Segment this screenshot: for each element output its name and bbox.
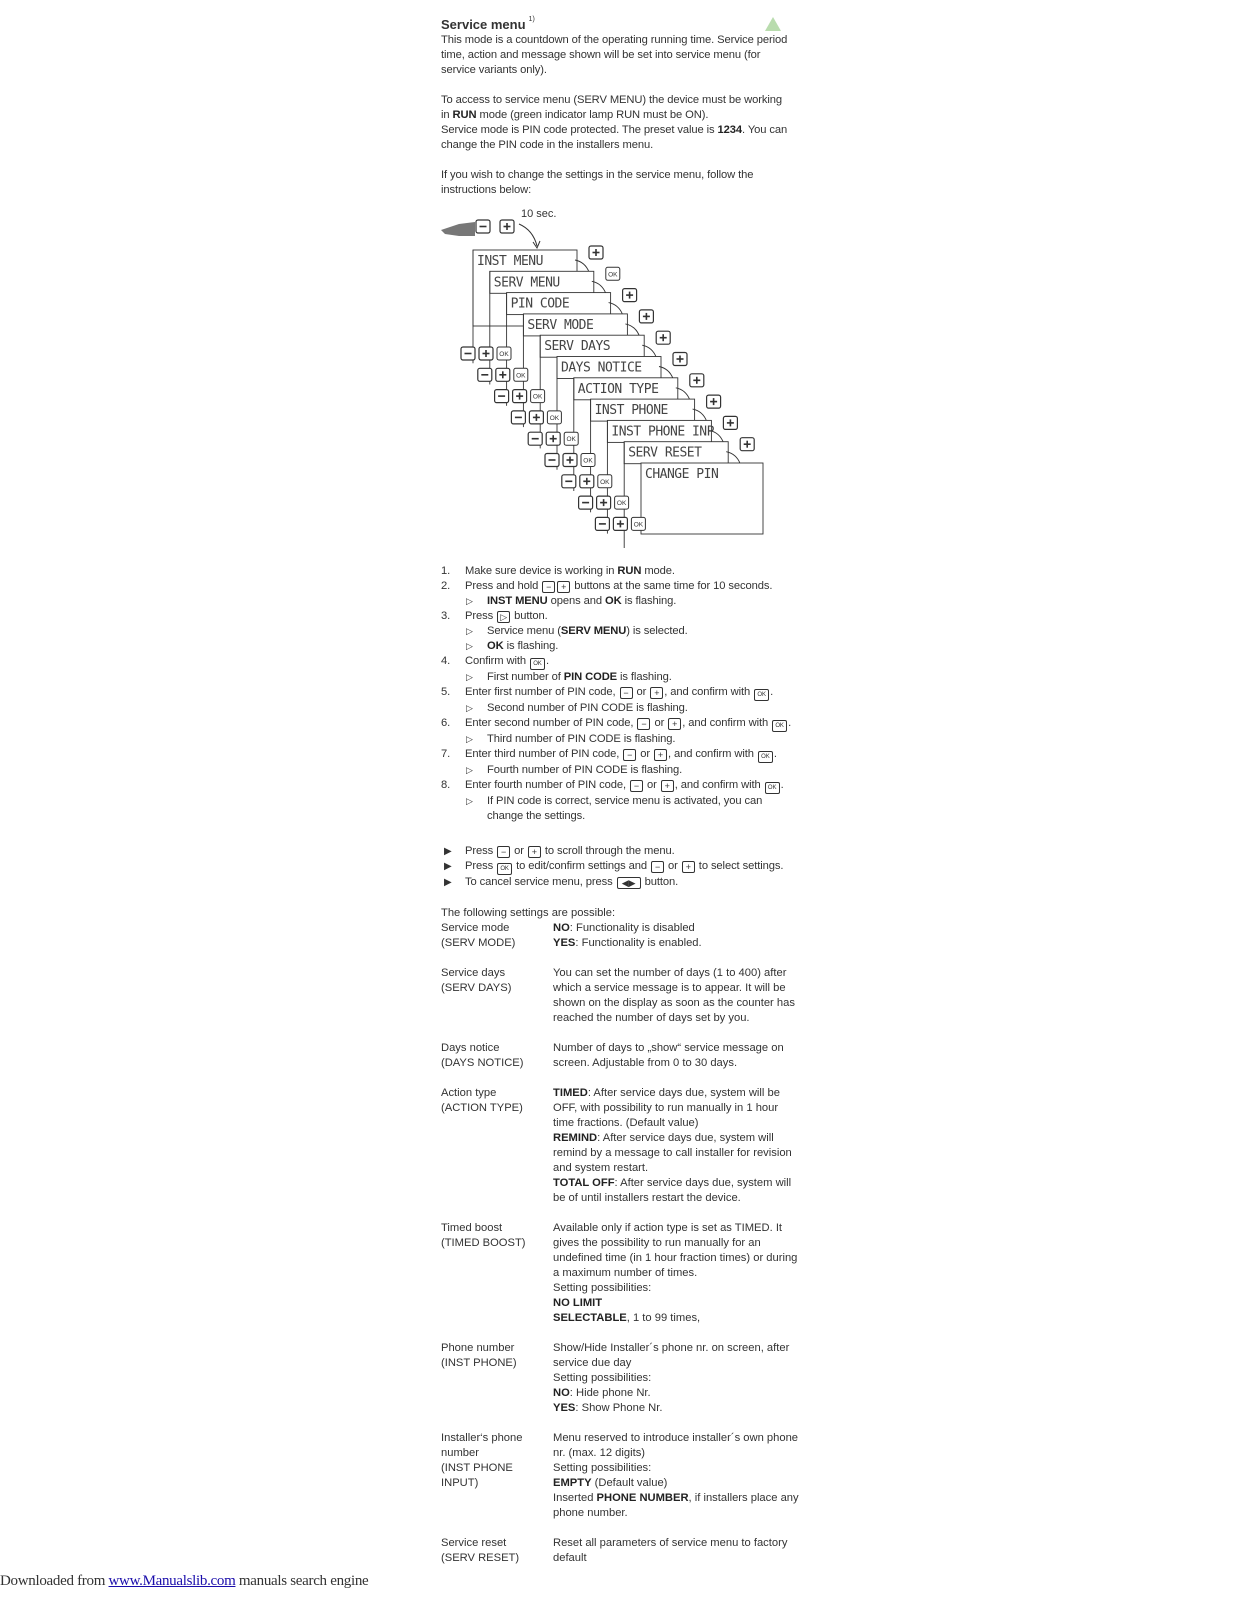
ok-key-icon — [598, 475, 612, 488]
setting-serv-days — [441, 966, 801, 1026]
plus-key-icon: + — [650, 687, 663, 699]
ok-key-icon: OK — [772, 720, 787, 732]
step-6-result — [441, 732, 801, 747]
setting-label: Service mode — [441, 922, 510, 934]
setting-action-type — [441, 1086, 801, 1206]
step-bold: INST MENU — [487, 595, 548, 607]
result-arrow-icon: ▷ — [466, 734, 473, 744]
step-7 — [441, 747, 801, 763]
setting-desc: Number of days to „show“ service message on screen. Adjustable from 0 to 30 days. — [553, 1042, 784, 1069]
pin-default: 1234 — [717, 124, 743, 136]
option-desc: : Functionality is enabled. — [575, 937, 702, 949]
step-text: , and confirm with — [674, 779, 764, 791]
step-text: buttons at the same time for 10 seconds. — [571, 580, 773, 592]
warning-triangle-icon — [765, 17, 781, 31]
plus-key-icon: + — [668, 718, 681, 730]
setting-code: (SERV DAYS) — [441, 982, 512, 994]
tip-edit — [441, 859, 801, 875]
plus-key-icon — [529, 411, 543, 424]
setting-label: Installer‘s phone — [441, 1432, 523, 1444]
minus-key-icon — [476, 220, 490, 233]
setting-code: (TIMED BOOST) — [441, 1237, 526, 1249]
setting-possibilities: Setting possibilities: — [553, 1372, 652, 1384]
plus-key-icon — [623, 289, 637, 302]
step-number: 4. — [441, 655, 451, 667]
setting-label: number — [441, 1447, 479, 1459]
lcd-screen-label: SERV MODE — [527, 317, 594, 333]
setting-serv-mode — [441, 921, 801, 951]
tip-text: button. — [641, 876, 679, 888]
ok-key-icon — [606, 267, 620, 280]
title-text: Service menu — [441, 17, 526, 32]
setting-inst-phone — [441, 1341, 801, 1416]
option-name: PHONE NUMBER — [596, 1492, 689, 1504]
change-intro — [441, 168, 791, 198]
plus-key-icon — [656, 331, 670, 344]
step-number: 3. — [441, 610, 451, 622]
plus-key-icon — [589, 246, 603, 259]
step-text: Fourth number of PIN CODE is flashing. — [487, 764, 683, 776]
option-name: NO — [553, 1387, 570, 1399]
minus-key-icon — [562, 475, 576, 488]
option-desc: Inserted — [553, 1492, 597, 1504]
ok-key-icon — [497, 347, 511, 360]
footer-text: manuals search engine — [235, 1573, 369, 1589]
download-footer — [0, 1573, 368, 1590]
step-number: 7. — [441, 748, 451, 760]
setting-desc: Reset all parameters of service menu to factory default — [553, 1537, 788, 1564]
ok-key-icon — [531, 390, 545, 403]
tip-text: or — [665, 860, 681, 872]
setting-label: Action type — [441, 1087, 497, 1099]
plus-key-icon: + — [528, 846, 541, 858]
setting-label: Phone number — [441, 1342, 515, 1354]
plus-key-icon: + — [654, 749, 667, 761]
setting-label: Days notice — [441, 1042, 500, 1054]
option-desc: : After service days due, system will be OFF, with possibility to run manually in 1 hour time fractions. (Default value) — [553, 1087, 780, 1129]
step-text: Third number of PIN CODE is flashing. — [487, 733, 676, 745]
tip-text: to select settings. — [695, 860, 784, 872]
step-text: First number of — [487, 671, 564, 683]
tip-text: Press — [465, 845, 497, 857]
result-arrow-icon: ▷ — [466, 672, 473, 682]
result-arrow-icon: ▷ — [466, 641, 473, 651]
plus-key-icon — [723, 416, 737, 429]
step-text: If PIN code is correct, service menu is activated, you can change the settings. — [487, 795, 763, 822]
setting-code: (INST PHONE INPUT) — [441, 1462, 513, 1489]
step-text: , and confirm with — [664, 686, 754, 698]
option-desc: : Show Phone Nr. — [575, 1402, 663, 1414]
step-3-result — [441, 639, 801, 654]
plus-key-icon — [597, 496, 611, 509]
plus-key-icon — [479, 347, 493, 360]
bullet-arrow-icon: ▶ — [444, 877, 452, 888]
option-desc: : After service days due, system will be of until installers restart the device. — [553, 1177, 792, 1204]
option-name: NO LIMIT — [553, 1297, 603, 1309]
tip-text: or — [511, 845, 527, 857]
step-6 — [441, 716, 801, 732]
result-arrow-icon: ▷ — [466, 703, 473, 713]
step-text: Press and hold — [465, 580, 542, 592]
step-text: . — [773, 748, 777, 760]
minus-key-icon — [495, 390, 509, 403]
ok-key-icon — [547, 411, 561, 424]
option-name: YES — [553, 937, 576, 949]
step-text: is flashing. — [617, 671, 672, 683]
step-bold: OK — [605, 595, 622, 607]
setting-possibilities: Setting possibilities: — [553, 1462, 652, 1474]
step-1 — [441, 564, 801, 579]
service-menu-diagram: OK 10 sec. INST MENUSERV MENUPIN CODESERV MODESERV DAYSDAYS NOTICEACTION TYPEINST PHONEINST PHONE INPSERV RESETCHANGE PIN — [441, 208, 781, 548]
option-desc: : After service days due, system will remind by a message to call installer for revision and system restart. — [553, 1132, 792, 1174]
option-name: YES — [553, 1402, 576, 1414]
tip-text: to edit/confirm settings and — [513, 860, 651, 872]
step-text: Enter fourth number of PIN code, — [465, 779, 629, 791]
ok-key-icon: OK — [754, 689, 769, 701]
pin-text: Service mode is PIN code protected. The preset value is — [441, 124, 718, 136]
tip-text: Press — [465, 860, 497, 872]
step-text: or — [643, 779, 660, 791]
step-text: ) is selected. — [626, 625, 688, 637]
minus-key-icon: − — [630, 780, 643, 792]
step-text: is flashing. — [621, 595, 677, 607]
intro-paragraph — [441, 33, 791, 78]
lcd-screen-label: INST PHONE — [594, 403, 668, 419]
minus-key-icon: − — [497, 846, 510, 858]
option-desc: : Hide phone Nr. — [569, 1387, 651, 1399]
setting-desc: Show/Hide Installer´s phone nr. on screen, after service due day — [553, 1342, 790, 1369]
minus-key-icon: − — [651, 861, 664, 873]
step-5-result — [441, 701, 801, 716]
lcd-screen-label: DAYS NOTICE — [561, 360, 642, 376]
lcd-screen-label: CHANGE PIN — [645, 467, 719, 482]
option-desc: , if installers place any phone number. — [553, 1492, 799, 1519]
ok-key-icon — [631, 517, 645, 530]
ok-key-icon: OK — [497, 863, 512, 875]
setting-label: Service reset — [441, 1537, 507, 1549]
footnote-marker: 1) — [528, 16, 535, 23]
footer-text: Downloaded from — [0, 1573, 109, 1589]
plus-key-icon — [580, 475, 594, 488]
option-name: EMPTY — [553, 1477, 592, 1489]
page-title — [441, 17, 535, 32]
ok-key-icon — [514, 368, 528, 381]
change-intro-text: If you wish to change the settings in the service menu, follow the instructions below: — [441, 169, 754, 196]
lcd-screen-label: SERV MENU — [493, 275, 560, 291]
back-forward-key-icon: ◀▶ — [617, 877, 641, 889]
access-paragraph — [441, 93, 791, 153]
option-name: TIMED — [553, 1087, 588, 1099]
plus-key-icon: + — [557, 581, 570, 593]
step-text: Service menu ( — [487, 625, 561, 637]
access-text: To access to service menu (SERV MENU) the device must be working in — [441, 94, 782, 121]
setting-inst-phone-input — [441, 1431, 801, 1521]
step-number: 1. — [441, 565, 451, 577]
setting-desc: Available only if action type is set as TIMED. It gives the possibility to run manually for an undefined time (in 1 hour fraction times) or during a maximum number of times. — [553, 1222, 798, 1279]
step-5 — [441, 685, 801, 701]
lcd-screen-label: INST MENU — [477, 254, 543, 269]
plus-key-icon — [563, 454, 577, 467]
step-3 — [441, 609, 801, 624]
step-2-result — [441, 594, 801, 609]
ok-key-icon: OK — [530, 658, 545, 670]
step-text: is flashing. — [503, 640, 559, 652]
step-number: 6. — [441, 717, 451, 729]
setting-code: (SERV RESET) — [441, 1552, 520, 1564]
hand-icon — [441, 222, 475, 236]
option-desc: , 1 to 99 times, — [626, 1312, 701, 1324]
minus-key-icon: − — [637, 718, 650, 730]
step-text: opens and — [547, 595, 606, 607]
step-text: or — [637, 748, 653, 760]
manualslib-link[interactable]: www.Manualslib.com — [108, 1573, 236, 1589]
tip-text: To cancel service menu, press — [465, 876, 616, 888]
lcd-screen-label: ACTION TYPE — [577, 381, 659, 397]
setting-timed-boost — [441, 1221, 801, 1326]
step-4 — [441, 654, 801, 670]
tip-cancel — [441, 875, 801, 890]
step-text: . — [545, 655, 549, 667]
lcd-screen-label: PIN CODE — [510, 296, 570, 312]
result-arrow-icon: ▷ — [466, 596, 473, 606]
plus-key-icon: + — [661, 780, 674, 792]
plus-key-icon — [613, 517, 627, 530]
setting-code: (DAYS NOTICE) — [441, 1057, 524, 1069]
step-text: Enter first number of PIN code, — [465, 686, 619, 698]
result-arrow-icon: ▷ — [466, 765, 473, 775]
option-desc: : Functionality is disabled — [569, 922, 695, 934]
step-number: 5. — [441, 686, 451, 698]
plus-key-icon — [500, 220, 514, 233]
tip-text: to scroll through the menu. — [541, 845, 675, 857]
ok-key-icon — [564, 432, 578, 445]
step-text: Press — [465, 610, 497, 622]
minus-key-icon: − — [542, 581, 555, 593]
step-text: . — [780, 779, 784, 791]
hold-timer: 10 sec. — [521, 208, 557, 220]
setting-days-notice — [441, 1041, 801, 1071]
plus-key-icon — [496, 368, 510, 381]
tips-list — [441, 844, 801, 890]
step-7-result — [441, 763, 801, 778]
step-text: . — [788, 717, 792, 729]
step-bold: SERV MENU — [560, 625, 627, 637]
setting-possibilities: Setting possibilities: — [553, 1282, 652, 1294]
minus-key-icon — [461, 347, 475, 360]
ok-key-icon — [581, 454, 595, 467]
minus-key-icon — [511, 411, 525, 424]
bullet-arrow-icon: ▶ — [444, 846, 452, 857]
setting-serv-reset — [441, 1536, 801, 1566]
step-text: Confirm with — [465, 655, 529, 667]
setting-desc: Menu reserved to introduce installer´s own phone nr. (max. 12 digits) — [553, 1432, 799, 1459]
ok-key-icon: OK — [758, 751, 773, 763]
bullet-arrow-icon: ▶ — [444, 861, 452, 872]
lcd-screen-label: SERV DAYS — [544, 339, 611, 355]
step-text: or — [651, 717, 668, 729]
step-4-result — [441, 670, 801, 685]
ok-key-icon: OK — [765, 782, 780, 794]
plus-key-icon — [513, 390, 527, 403]
next-key-icon: ▷ — [497, 611, 510, 623]
step-text: Enter second number of PIN code, — [465, 717, 637, 729]
plus-key-icon — [740, 438, 754, 451]
step-text: , and confirm with — [682, 717, 772, 729]
step-bold: RUN — [617, 565, 642, 577]
minus-key-icon — [545, 454, 559, 467]
step-bold: OK — [487, 640, 504, 652]
option-name: REMIND — [553, 1132, 598, 1144]
minus-key-icon — [478, 368, 492, 381]
minus-key-icon — [595, 517, 609, 530]
step-text: mode. — [641, 565, 675, 577]
setting-label: Timed boost — [441, 1222, 503, 1234]
step-bold: PIN CODE — [563, 671, 618, 683]
minus-key-icon: − — [623, 749, 636, 761]
option-name: SELECTABLE — [553, 1312, 627, 1324]
plus-key-icon — [639, 310, 653, 323]
minus-key-icon — [579, 496, 593, 509]
plus-key-icon — [546, 432, 560, 445]
step-8-result — [441, 794, 801, 824]
step-text: or — [633, 686, 650, 698]
option-desc: (Default value) — [591, 1477, 668, 1489]
intro-text: This mode is a countdown of the operating running time. Service period time, action and message shown will be set into service menu (for service variants only). — [441, 34, 788, 76]
lcd-screen-label: SERV RESET — [628, 445, 702, 461]
minus-key-icon — [528, 432, 542, 445]
step-text: button. — [511, 610, 548, 622]
setting-label: Service days — [441, 967, 506, 979]
setting-code: (INST PHONE) — [441, 1357, 517, 1369]
step-text: Second number of PIN CODE is flashing. — [487, 702, 688, 714]
step-text: Enter third number of PIN code, — [465, 748, 623, 760]
plus-key-icon — [673, 353, 687, 366]
ok-key-icon — [615, 496, 629, 509]
minus-key-icon: − — [620, 687, 633, 699]
step-8 — [441, 778, 801, 794]
plus-key-icon — [707, 395, 721, 408]
lcd-screen-label: INST PHONE INP — [611, 424, 714, 440]
step-number: 2. — [441, 580, 451, 592]
settings-intro: The following settings are possible: — [441, 907, 616, 919]
settings-table — [441, 906, 801, 1581]
step-text: , and confirm with — [668, 748, 757, 760]
setting-desc: You can set the number of days (1 to 400) after which a service message is to appear. It will be shown on the display as soon as the counter has reached the number of days set by you. — [553, 967, 795, 1024]
access-bold: RUN — [452, 109, 477, 121]
setting-code: (ACTION TYPE) — [441, 1102, 523, 1114]
step-text: Make sure device is working in — [465, 565, 618, 577]
setting-code: (SERV MODE) — [441, 937, 516, 949]
option-name: NO — [553, 922, 570, 934]
step-text: . — [770, 686, 774, 698]
step-3-result — [441, 624, 801, 639]
steps-list — [441, 564, 801, 824]
pin-text: . You can change the PIN code in the installers menu. — [441, 124, 788, 151]
tip-scroll — [441, 844, 801, 859]
result-arrow-icon: ▷ — [466, 796, 473, 806]
plus-key-icon: + — [682, 861, 695, 873]
plus-key-icon — [690, 374, 704, 387]
step-2 — [441, 579, 801, 594]
access-text: mode (green indicator lamp RUN must be ON). — [476, 109, 709, 121]
step-number: 8. — [441, 779, 451, 791]
result-arrow-icon: ▷ — [466, 626, 473, 636]
option-name: TOTAL OFF — [553, 1177, 615, 1189]
